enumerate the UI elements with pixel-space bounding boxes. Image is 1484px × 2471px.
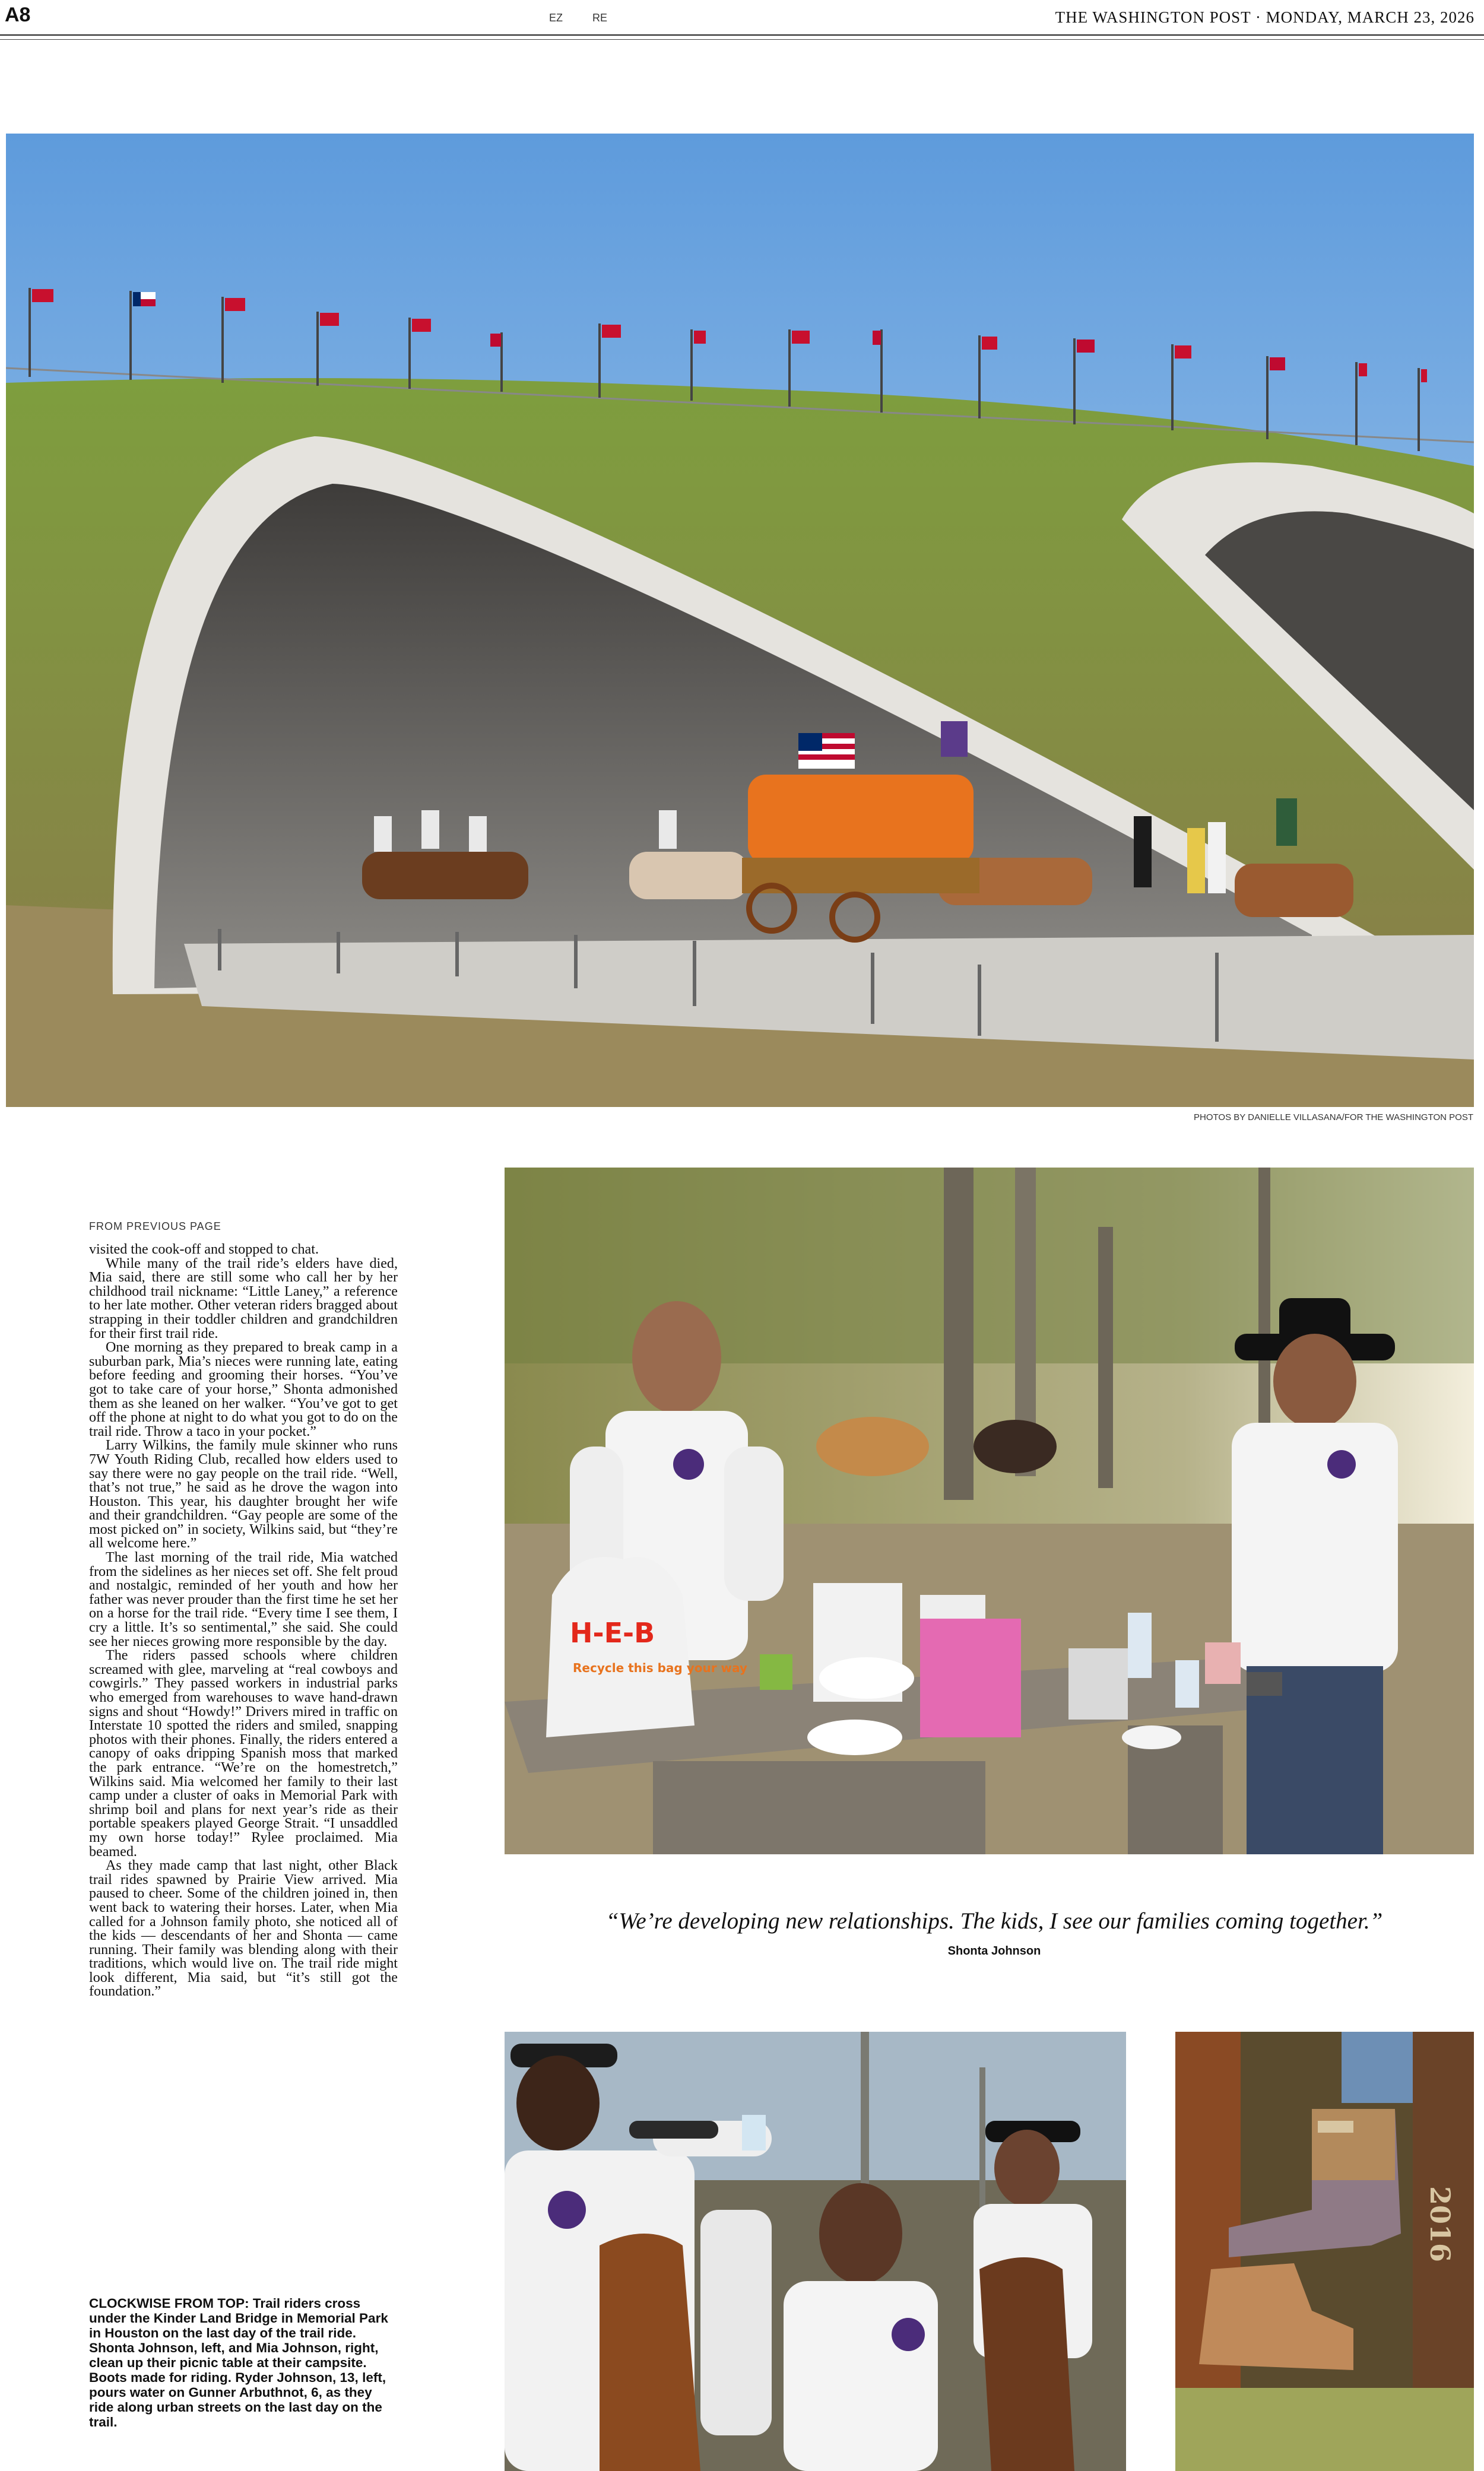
saddle-year-engraving: 2016 xyxy=(1424,2186,1456,2263)
pull-quote: “We’re developing new relationships. The kids, I see our families coming together.” xyxy=(605,1908,1383,1934)
boots-photo xyxy=(1175,2032,1474,2471)
page-number: A8 xyxy=(5,4,31,26)
picnic-table-photo xyxy=(505,1168,1474,1854)
water-pour-photo xyxy=(505,2032,1126,2471)
header-rule xyxy=(0,39,1484,40)
edition-code: RE xyxy=(592,12,608,24)
article-body xyxy=(89,1243,398,1999)
edition-code: EZ xyxy=(549,12,563,24)
masthead-dateline: THE WASHINGTON POST · MONDAY, MARCH 23, 2026 xyxy=(1055,8,1475,26)
photo-credit: PHOTOS BY DANIELLE VILLASANA/FOR THE WASHINGTON POST xyxy=(1194,1112,1473,1122)
article-paragraph: The riders passed schools where children screamed with glee, marveling at “real cowboys and cowgirls.” They passed workers in industrial parks who emerged from warehouses to wave hand-drawn signs and shout “Howdy!” Drivers mired in traffic on Interstate 10 spotted the riders and smiled, snapping photos with their phones. Finally, the riders entered a canopy of oaks dripping Spanish moss that marked the park entrance. “We’re on the homestretch,” Wilkins said. Mia welcomed her family to their last camp under a cluster of oaks in Memorial Park with shrimp boil and plans for next year’s ride as their portable speakers played George Strait. “I unsaddled my own horse today!” Rylee proclaimed. Mia beamed. xyxy=(89,1648,398,1860)
jump-kicker: FROM PREVIOUS PAGE xyxy=(89,1220,221,1232)
pull-quote-attribution: Shonta Johnson xyxy=(947,1945,1041,1958)
header-rule xyxy=(0,34,1484,36)
article-paragraph: visited the cook-off and stopped to chat. xyxy=(89,1242,319,1257)
article-paragraph: As they made camp that last night, other Black trail rides spawned by Prairie View arrived. Mia paused to cheer. Some of the children joined in, then went back to watering their horses. Later, when Mia called for a Johnson family photo, she noticed all of the kids — descendants of her and Shonta — came running. Their family was blending along with their traditions, which would live on. The trail ride might look different, Mia said, but “it’s still got the foundation.” xyxy=(89,1858,398,2000)
article-paragraph: Larry Wilkins, the family mule skinner who runs 7W Youth Riding Club, recalled how elders used to say there were no gay people on the trail ride. “Well, that’s not true,” he said as he drove the wagon into Houston. This year, his daughter brought her wife and their grandchildren. “Gay people are some of the most picked on” in society, Wilkins said, but “they’re all welcome here.” xyxy=(89,1438,398,1552)
land-bridge-photo xyxy=(6,134,1474,1107)
photo-cutline: CLOCKWISE FROM TOP: Trail riders cross under the Kinder Land Bridge in Memorial Park in Houston on the last day of the trail ride. Shonta Johnson, left, and Mia Johnson, right, clean up their picnic table at their campsite. Boots made for riding. Ryder Johnson, 13, left, pours water on Gunner Arbuthnot, 6, as they ride along urban streets on the last day on the trail. xyxy=(89,2296,388,2429)
article-paragraph: One morning as they prepared to break camp in a suburban park, Mia’s nieces were running late, eating before feeding and grooming their horses. “You’ve got to take care of your horse,” Shonta admonished them as she leaned on her walker. “You’ve got to get off the phone at night to do what you got to do on the trail ride. Throw a taco in your pocket.” xyxy=(89,1340,398,1439)
article-paragraph: The last morning of the trail ride, Mia watched from the sidelines as her nieces set off. She felt proud and nostalgic, reminded of her youth and how her father was never prouder than the first time he set her on a horse for the trail ride. “Every time I see them, I cry a little. It’s so sentimental,” she said. She could see her nieces growing more responsible by the day. xyxy=(89,1550,398,1650)
article-paragraph: While many of the trail ride’s elders have died, Mia said, there are still some who call her by her childhood trail nickname: “Little Laney,” a reference to her late mother. Other veteran riders bragged about strapping in their toddler children and grandchildren for their first trail ride. xyxy=(89,1255,398,1341)
heb-bag-slogan: Recycle this bag your way xyxy=(573,1661,747,1675)
heb-bag-logo: H-E-B xyxy=(570,1617,655,1649)
